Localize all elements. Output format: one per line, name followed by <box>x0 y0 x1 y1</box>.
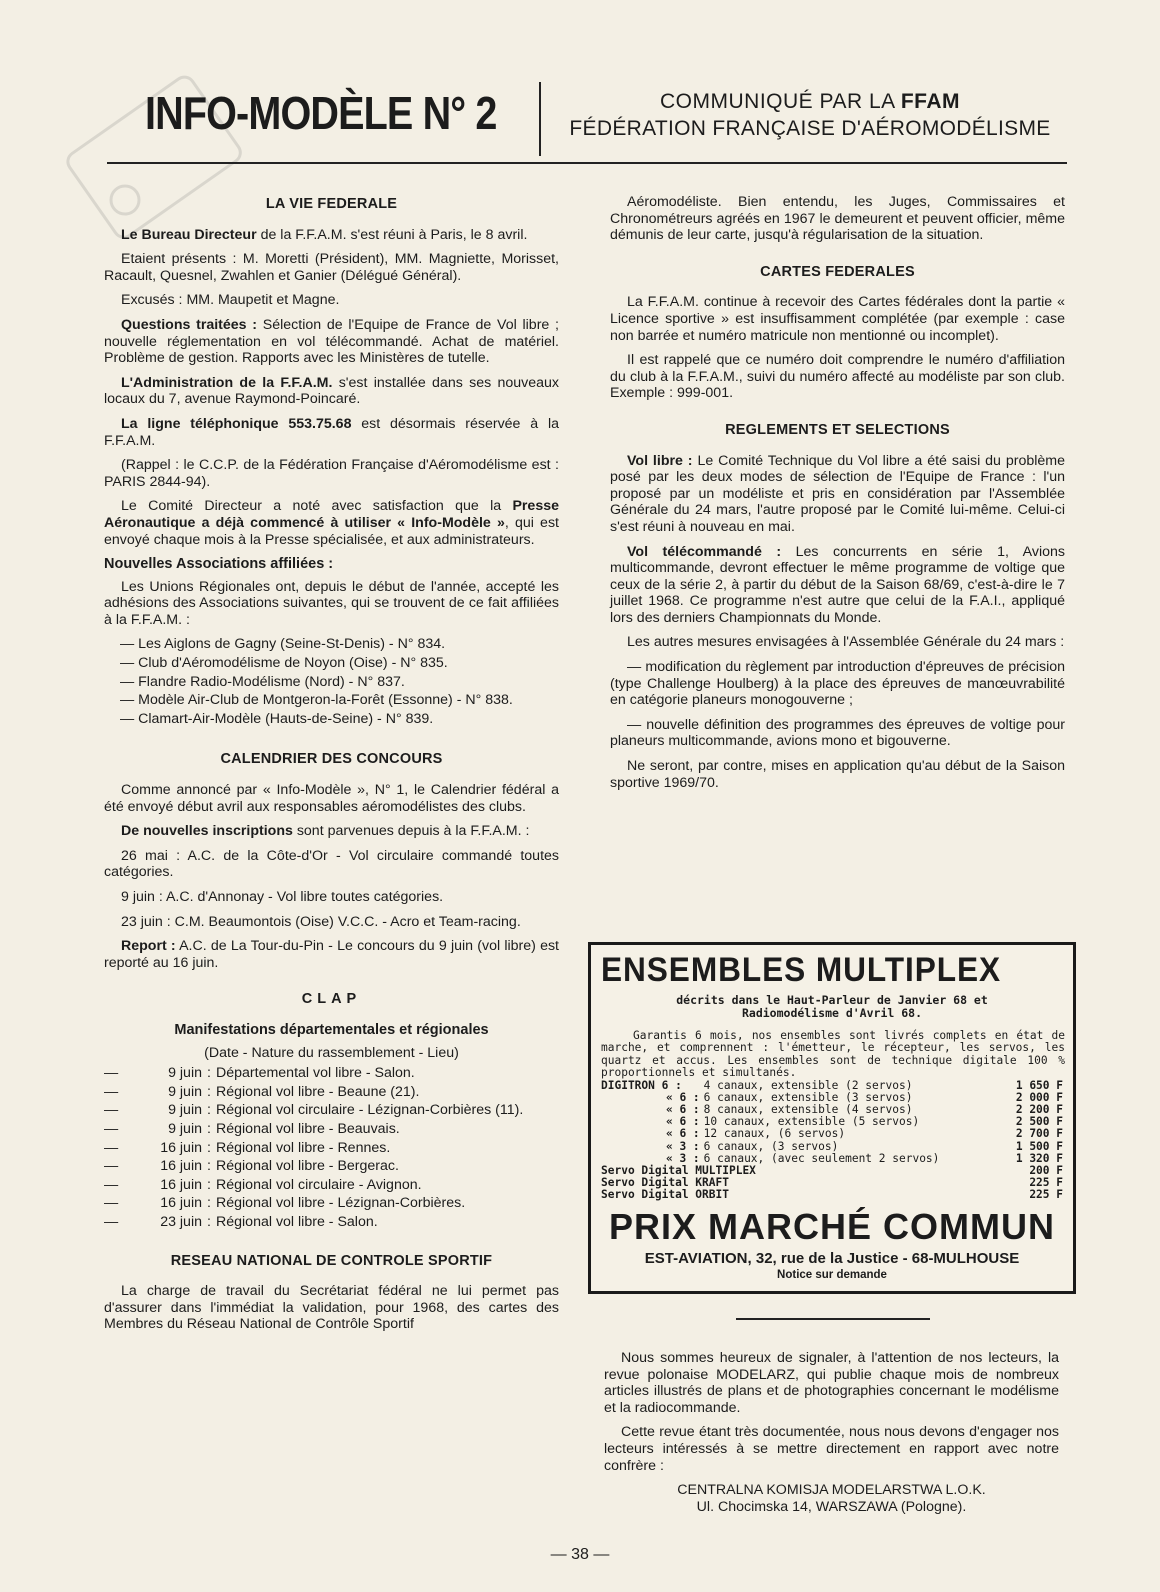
header-divider <box>539 82 541 156</box>
paragraph: Les autres mesures envisagées à l'Assemblée Générale du 24 mars : <box>627 634 1065 651</box>
multiplex-advertisement <box>588 942 1076 1294</box>
paragraph: 26 mai : A.C. de la Côte-d'Or - Vol circulaire commandé toutes catégories. <box>104 847 559 881</box>
list-item: — Les Aiglons de Gagny (Seine-St-Denis) - N° 834. <box>104 636 559 653</box>
heading-clap: CLAP <box>301 991 362 1008</box>
left-column <box>104 190 559 1341</box>
association-list <box>104 636 559 727</box>
ad-subtitle: décrits dans le Haut-Parleur de Janvier 68 et Radiomodélisme d'Avril 68. <box>676 993 988 1020</box>
right-column <box>610 194 1065 799</box>
paragraph: Le Bureau Directeur de la F.F.A.M. s'est réuni à Paris, le 8 avril. <box>121 226 528 243</box>
paragraph: La charge de travail du Secrétariat fédéral ne lui permet pas d'assurer dans l'immédiat la validation, pour 1968, des cartes des Membres du Réseau National de Contrôle Sportif <box>104 1283 559 1333</box>
event-row: — 23 juin : Régional vol libre - Salon. <box>104 1213 378 1230</box>
ad-address: EST-AVIATION, 32, rue de la Justice - 68-MULHOUSE <box>644 1249 1020 1267</box>
ad-title: ENSEMBLES MULTIPLEX <box>601 951 1002 989</box>
paragraph: Comme annoncé par « Info-Modèle », N° 1, le Calendrier fédéral a été envoyé début avril aux responsables aéromodélistes des clubs. <box>104 782 559 815</box>
paragraph: Etaient présents : M. Moretti (Président), MM. Magniette, Morisset, Racault, Quesnel, Zwahlen et Ganier (Délégué Général). <box>104 251 559 284</box>
heading-cartes: CARTES FEDERALES <box>760 263 915 280</box>
paragraph: 23 juin : C.M. Beaumontois (Oise) V.C.C. - Acro et Team-racing. <box>121 913 521 930</box>
paragraph: Ne seront, par contre, mises en application qu'au début de la Saison sportive 1969/70. <box>610 758 1065 791</box>
header-ffam: FFAM <box>900 90 960 113</box>
heading-associations: Nouvelles Associations affiliées : <box>104 556 334 573</box>
paragraph: — modification du règlement par introduction d'épreuves de précision (type Challenge Houlberg) à la place des épreuves de manœuvrabilité en catégorie planeurs monogouverne ; <box>610 659 1065 709</box>
price-table <box>601 1080 1063 1202</box>
event-row: — 16 juin : Régional vol libre - Rennes. <box>104 1139 391 1156</box>
list-item: — Club d'Aéromodélisme de Noyon (Oise) - N° 835. <box>104 655 559 672</box>
paragraph: (Rappel : le C.C.P. de la Fédération Française d'Aéromodélisme est : PARIS 2844-94). <box>104 457 559 490</box>
address-line: Ul. Chocimska 14, WARSZAWA (Pologne). <box>696 1498 967 1515</box>
table-row: « 6 : 12 canaux, (6 servos) 2 700 F <box>665 1127 1063 1141</box>
table-row: Servo Digital ORBIT 225 F <box>601 1188 1063 1202</box>
paragraph: — nouvelle définition des programmes des épreuves de voltige pour planeurs multicommande, avions mono et bigouverne. <box>610 716 1065 750</box>
paragraph: La F.F.A.M. continue à recevoir des Cartes fédérales dont la partie « Licence sportive » est insuffisamment complétée (par exemple : case non barrée et numéro matricule non mentionné ou incomplet). <box>610 294 1065 344</box>
paragraph: Excusés : MM. Maupetit et Magne. <box>121 292 340 309</box>
paragraph: De nouvelles inscriptions sont parvenues depuis à la F.F.A.M. : <box>121 823 530 840</box>
paragraph: Vol libre : Le Comité Technique du Vol libre a été saisi du problème posé par les deux modes de sélection de l'Equipe de France : l'un proposé par un modéliste et pris en considération par l'Assemblée Générale du 24 mars, l'autre proposé par le Comité lui-même. Celui-ci s'est réuni à nouveau en mai. <box>610 452 1065 535</box>
ad-body: Garantis 6 mois, nos ensembles sont livrés complets en état de marche, et comprennent : l'émetteur, le récepteur, les servos, les quartz et accus. Les ensembles sont de technique digitale 100 % proportionnels et simultanés. <box>601 1029 1065 1080</box>
ad-prix-marche-commun: PRIX MARCHÉ COMMUN <box>609 1205 1055 1247</box>
heading-vie-federale: LA VIE FEDERALE <box>265 196 398 212</box>
table-row: « 3 : 6 canaux, (3 servos) 1 500 F <box>665 1139 1063 1153</box>
heading-calendrier: CALENDRIER DES CONCOURS <box>220 751 443 768</box>
event-row: — 9 juin : Départemental vol libre - Salon. <box>104 1065 415 1082</box>
heading-manifestations: Manifestations départementales et régionales <box>174 1021 489 1038</box>
table-row: « 6 : 10 canaux, extensible (5 servos) 2 500 F <box>665 1115 1063 1129</box>
header-rule <box>107 162 1067 164</box>
list-item: — Flandre Radio-Modélisme (Nord) - N° 837. <box>104 674 559 691</box>
table-row: Servo Digital KRAFT 225 F <box>601 1176 1063 1190</box>
event-row: — 16 juin : Régional vol libre - Bergerac. <box>104 1158 399 1175</box>
events-list <box>104 1065 559 1230</box>
paragraph: Cette revue étant très documentée, nous nous devons d'engager nos lecteurs intéressés à se mettre directement en rapport avec notre confrère : <box>604 1424 1059 1474</box>
event-row: — 16 juin : Régional vol circulaire - Avignon. <box>104 1176 422 1193</box>
ad-notice: Notice sur demande <box>777 1268 887 1281</box>
address-line: CENTRALNA KOMISJA MODELARSTWA L.O.K. <box>677 1482 986 1499</box>
paragraph: Vol télécommandé : Les concurrents en série 1, Avions multicommande, devront effectuer le même programme de voltige que ceux de la série 2, à partir du début de la Saison 68/69, c'est-à-dire le 7 juillet 1968. Ce programme n'est autre que celui de la F.A.I., appliqué lors des derniers Championnats du Monde. <box>610 543 1065 626</box>
paragraph: Aéromodéliste. Bien entendu, les Juges, Commissaires et Chronométreurs agréés en 1967 le demeurent et peuvent officier, même démunis de leur carte, jusqu'à régularisation de la situation. <box>610 194 1065 244</box>
event-row: — 9 juin : Régional vol circulaire - Lézignan-Corbières (11). <box>104 1102 524 1119</box>
paragraph: Questions traitées : Sélection de l'Equipe de France de Vol libre ; nouvelle réglementation en vol télécommandé. Achat de matériel. Problème de gestion. Rapports avec les Ministères de tutelle. <box>104 316 559 367</box>
paragraph: Il est rappelé que ce numéro doit comprendre le numéro d'affiliation du club à la F.F.A.M., suivi du numéro affecté au modéliste par son club. Exemple : 999-001. <box>610 352 1065 402</box>
list-item: — Modèle Air-Club de Montgeron-la-Forêt (Essonne) - N° 838. <box>104 692 559 709</box>
table-row: Servo Digital MULTIPLEX 200 F <box>601 1164 1063 1178</box>
divider <box>736 1318 930 1320</box>
table-row: « 3 : 6 canaux, (avec seulement 2 servos) 1 320 F <box>665 1151 1063 1165</box>
paragraph: La ligne téléphonique 553.75.68 est désormais réservée à la F.F.A.M. <box>104 415 559 449</box>
event-row: — 16 juin : Régional vol libre - Lézignan-Corbières. <box>104 1195 466 1212</box>
paragraph: Nous sommes heureux de signaler, à l'attention de nos lecteurs, la revue polonaise MODELARZ, qui publie chaque mois de nombreux articles illustrés de plans et de photographies concernant le modélisme et la radiocommande. <box>604 1350 1059 1416</box>
events-legend: (Date - Nature du rassemblement - Lieu) <box>204 1044 459 1061</box>
paragraph: Report : A.C. de La Tour-du-Pin - Le concours du 9 juin (vol libre) est reporté au 16 juin. <box>104 938 559 971</box>
header-federation: FÉDÉRATION FRANÇAISE D'AÉROMODÉLISME <box>569 117 1051 140</box>
table-row: DIGITRON 6 : 4 canaux, extensible (2 servos) 1 650 F <box>601 1078 1063 1092</box>
event-row: — 9 juin : Régional vol libre - Beaune (21). <box>104 1083 420 1100</box>
event-row: — 9 juin : Régional vol libre - Beauvais. <box>104 1120 400 1137</box>
heading-reseau: RESEAU NATIONAL DE CONTROLE SPORTIF <box>170 1252 493 1269</box>
table-row: « 6 : 8 canaux, extensible (4 servos) 2 200 F <box>665 1103 1063 1117</box>
heading-reglements: REGLEMENTS ET SELECTIONS <box>725 421 950 438</box>
header-communique: COMMUNIQUÉ PAR LA FFAM <box>660 90 960 113</box>
list-item: — Clamart-Air-Modèle (Hauts-de-Seine) - N° 839. <box>104 711 559 728</box>
page-title: INFO-MODÈLE N° 2 <box>145 87 497 139</box>
modelarz-notice <box>604 1350 1059 1523</box>
paragraph: Les Unions Régionales ont, depuis le début de l'année, accepté les adhésions des Associations suivantes, qui se trouvent de ce fait affiliées à la F.F.A.M. : <box>104 578 559 628</box>
paragraph: 9 juin : A.C. d'Annonay - Vol libre toutes catégories. <box>121 889 444 905</box>
paragraph: L'Administration de la F.F.A.M. s'est installée dans ses nouveaux locaux du 7, avenue Raymond-Poincaré. <box>104 374 559 408</box>
header-right <box>550 90 1070 141</box>
paragraph: Le Comité Directeur a noté avec satisfaction que la Presse Aéronautique a déjà commencé à utiliser « Info-Modèle », qui est envoyé chaque mois à la Presse spécialisée, et aux administrateurs. <box>104 498 559 548</box>
page-number: — 38 — <box>550 1546 610 1563</box>
table-row: « 6 : 6 canaux, extensible (3 servos) 2 000 F <box>665 1090 1063 1104</box>
